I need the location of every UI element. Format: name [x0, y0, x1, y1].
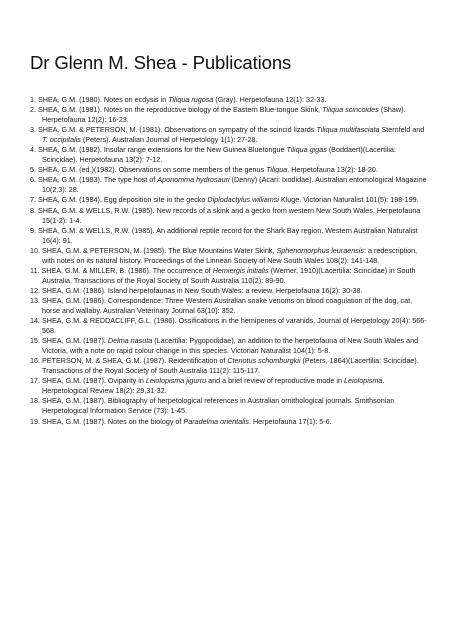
citation-text: (Werner, 1910)(Lacertilia: Scincidae) in South Australia. Transactions of the Royal Society of South Australia 110(2): 89-90.: [42, 265, 416, 285]
citation-text: 15. SHEA, G.M. (1987).: [30, 336, 108, 346]
publication-entry: [30, 356, 430, 376]
species-name: T. occipitalis: [42, 135, 81, 145]
citation-text: (Denny) (Acari: Ixodidae). Australian entomological Magazine 10(2,3): 28.: [42, 175, 427, 195]
publication-entry: [30, 246, 430, 266]
species-name: Tiliqua: [266, 165, 288, 175]
citation-text: (Peters, 1864)(Lacertilia: Scincidae). Transactions of the Royal Society of South Australia 111(2): 115-117.: [42, 356, 419, 376]
citation-text: Sternfeld and: [379, 125, 425, 135]
citation-text: 19. SHEA, G.M. (1987). Notes on the biology of: [30, 416, 184, 426]
citation-text: (Gray). Herpetofauna 12(1): 32-33.: [213, 95, 327, 104]
publication-entry: [30, 316, 430, 336]
citation-text: (Boddaert)(Lacertilia: Scincidae). Herpetofauna 13(2): 7-12.: [42, 145, 396, 165]
publication-entry: [30, 105, 430, 125]
page-title: Dr Glenn M. Shea - Publications: [30, 52, 292, 73]
publication-list: [30, 95, 430, 427]
species-name: Tiliqua gigas: [286, 145, 327, 155]
publication-entry: [30, 206, 430, 226]
species-name: Aponomma hydrosauri: [157, 175, 230, 185]
species-name: Tiliqua rugosa: [168, 95, 214, 104]
species-name: Ctenotus schomburgkii: [227, 356, 301, 366]
citation-text: 13. SHEA, G.M. (1986). Correspondence: Three Western Australian snake venoms on blood coagulation of the dog, cat, horse and wallaby. Australian Veterinary Journal 63(10): 352.: [30, 295, 413, 315]
species-name: Diplodactylus williamsi: [207, 195, 279, 205]
citation-text: (Shaw). Herpetofauna 12(2): 16-23.: [42, 105, 406, 125]
citation-text: : a redescription, with notes on its natural history. Proceedings of the Linnean Society of New South Wales 108(2): 141-148.: [42, 245, 418, 265]
citation-text: 11. SHEA, G.M. & MILLER, B. (1986). The occurrence of: [30, 265, 213, 275]
citation-text: 14. SHEA, G.M. & REDDACLIFF, G.L. (1986). Ossifications in the hemipenes of varanids. Journal of Herpetology 20(4): 566-568.: [30, 316, 427, 336]
citation-text: and a brief review of reproductive mode in: [206, 376, 345, 386]
publication-entry: [30, 165, 430, 175]
citation-text: 16. PETERSON, M. & SHEA, G.M. (1987). Reidentification of: [30, 356, 228, 366]
publication-entry: [30, 417, 430, 427]
publication-entry: [30, 226, 430, 246]
publication-entry: [30, 125, 430, 145]
citation-text: 1. SHEA, G.M. (1980). Notes on ecdysis in: [30, 95, 169, 104]
publication-entry: [30, 286, 430, 296]
citation-text: . Herpetofauna 13(2): 18-20.: [287, 165, 378, 175]
citation-text: Kluge. Victorian Naturalist 101(5): 198-199.: [278, 195, 419, 205]
species-name: Leiolopisma jigurru: [145, 376, 207, 386]
citation-text: 5. SHEA, G.M. (ed.)(1982). Observations on some members of the genus: [30, 165, 267, 175]
publication-entry: [30, 396, 430, 416]
citation-text: (Peters). Australian Journal of Herpetology 1(1): 27-28.: [80, 135, 258, 145]
publication-entry: [30, 95, 430, 105]
citation-text: . Herpetofauna 17(1): 5-6.: [248, 416, 332, 426]
citation-text: 8. SHEA, G.M. & WELLS, R.W. (1985). New records of a skink and a gecko from western New South Wales. Herpetofauna 15(1-2): 1-4.: [30, 205, 421, 225]
species-name: Tiliqua scincoides: [322, 105, 379, 115]
citation-text: 6. SHEA, G.M. (1983). The type host of: [30, 175, 158, 185]
species-name: Sphenomorphus leuraensis: [276, 245, 364, 255]
species-name: Delma nasuta: [107, 336, 153, 346]
citation-text: . Herpetological Review 18(2): 29,31-32.: [42, 376, 385, 396]
citation-text: 9. SHEA, G.M. & WELLS, R.W. (1985). An additional reptile record for the Shark Bay region. Western Australian Naturalist 16(4): 91.: [30, 225, 418, 245]
species-name: Tiliqua multifasciata: [316, 125, 380, 135]
citation-text: 7. SHEA, G.M. (1984). Egg deposition site in the gecko: [30, 195, 208, 205]
publication-entry: [30, 266, 430, 286]
citation-text: 4. SHEA, G.M. (1982). Insular range extensions for the New Guinea Bluetongue: [30, 145, 287, 155]
publication-entry: [30, 145, 430, 165]
species-name: Paradelma orientalis: [183, 416, 249, 426]
species-name: Hemiergis initialis: [212, 265, 269, 275]
publication-entry: [30, 175, 430, 195]
publication-entry: [30, 195, 430, 205]
species-name: Leiolopisma: [344, 376, 383, 386]
citation-text: 18. SHEA, G.M. (1987). Bibliography of herpetological references in Australian ornithological journals. Smithsonian Herpetological Information Service (73): 1-45.: [30, 396, 395, 416]
citation-text: (Lacertilia: Pygopodidae), an addition to the herpetofauna of New South Wales and Victoria, with a note on rapid colour change in this species. Victorian Naturalist 104(1): 5-8.: [42, 336, 419, 356]
citation-text: 3. SHEA, G.M. & PETERSON, M. (1981). Observations on sympatry of the scincid lizards: [30, 125, 317, 135]
citation-text: 17. SHEA, G.M. (1987). Oviparity in: [30, 376, 146, 386]
citation-text: 10. SHEA, G.M. & PETERSON, M. (1985). The Blue Mountains Water Skink,: [30, 245, 277, 255]
publication-entry: [30, 336, 430, 356]
publication-entry: [30, 376, 430, 396]
citation-text: 12. SHEA, G.M. (1986). Island herpetofaunas in New South Wales: a review. Herpetofauna 16(2): 30-38.: [30, 285, 363, 295]
citation-text: 2. SHEA, G.M. (1981). Notes on the reproductive biology of the Eastern Blue-tongue Skink,: [30, 105, 323, 115]
publication-entry: [30, 296, 430, 316]
